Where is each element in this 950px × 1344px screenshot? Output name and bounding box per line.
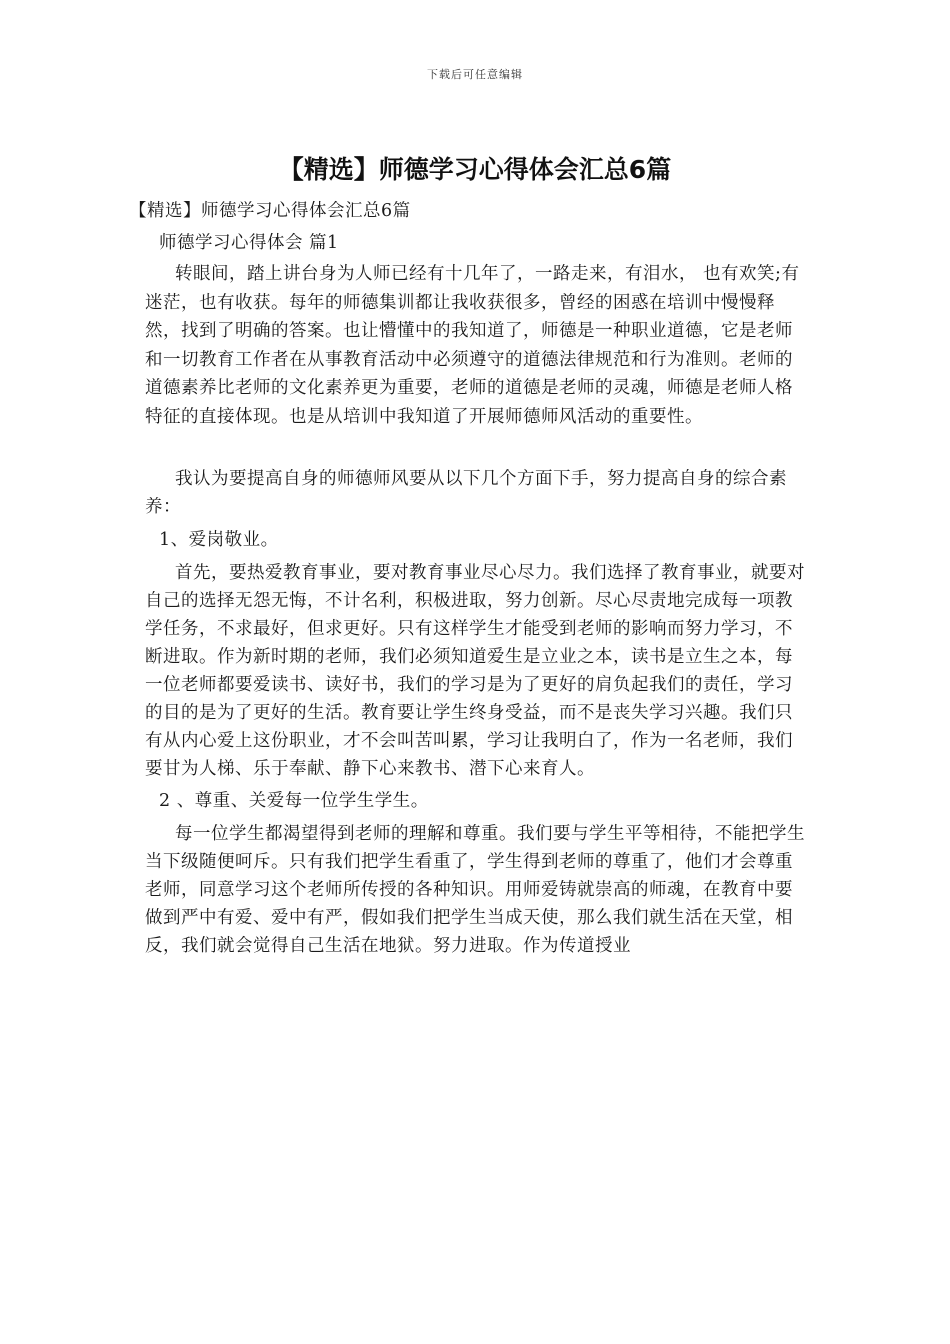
paragraph: 我认为要提高自身的师德师风要从以下几个方面下手，努力提高自身的综合素养： — [145, 468, 787, 518]
document-title: 【精选】师德学习心得体会汇总6篇 — [278, 155, 672, 184]
header-note: 下载后可任意编辑 — [427, 68, 523, 81]
section-heading: 师德学习心得体会 篇1 — [159, 233, 339, 253]
subtitle-line: 【精选】师德学习心得体会汇总6篇 — [129, 201, 411, 221]
list-item-heading: 2 、尊重、关爱每一位学生学生。 — [159, 790, 429, 811]
paragraph: 每一位学生都渴望得到老师的理解和尊重。我们要与学生平等相待，不能把学生当下级随便呵斥。只有我们把学生看重了，学生得到老师的尊重了，他们才会尊重老师，同意学习这个老师所传授的各种知识。用师爱铸就崇高的师魂，在教育中要做到严中有爱、爱中有严，假如我们把学生当成天使，那么我们就生活在天堂，相反，我们就会觉得自己生活在地狱。努力进取。作为传道授业 — [145, 823, 805, 956]
paragraph: 转眼间，踏上讲台身为人师已经有十几年了，一路走来，有泪水， 也有欢笑;有迷茫，也有收获。每年的师德集训都让我收获很多，曾经的困惑在培训中慢慢释然，找到了明确的答案。也让懵懂中的我知道了，师德是一种职业道德，它是老师和一切教育工作者在从事教育活动中必须遵守的道德法律规范和行为准则。老师的道德素养比老师的文化素养更为重要，老师的道德是老师的灵魂，师德是老师人格特征的直接体现。也是从培训中我知道了开展师德师风活动的重要性。 — [145, 264, 800, 427]
list-item-heading: 1、爱岗敬业。 — [159, 529, 279, 550]
blank-line — [145, 435, 807, 465]
document-body — [129, 196, 807, 963]
paragraph: 首先，要热爱教育事业，要对教育事业尽心尽力。我们选择了教育事业，就要对自己的选择无怨无悔，不计名利，积极进取，努力创新。尽心尽责地完成每一项教学任务，不求最好，但求更好。只有这样学生才能受到老师的影响而努力学习，不断进取。作为新时期的老师，我们必须知道爱生是立业之本，读书是立生之本，每一位老师都要爱读书、读好书，我们的学习是为了更好的肩负起我们的责任，学习的目的是为了更好的生活。教育要让学生终身受益，而不是丧失学习兴趣。我们只有从内心爱上这份职业，才不会叫苦叫累，学习让我明白了，作为一名老师，我们要甘为人梯、乐于奉献、静下心来教书、潜下心来育人。 — [145, 562, 805, 779]
